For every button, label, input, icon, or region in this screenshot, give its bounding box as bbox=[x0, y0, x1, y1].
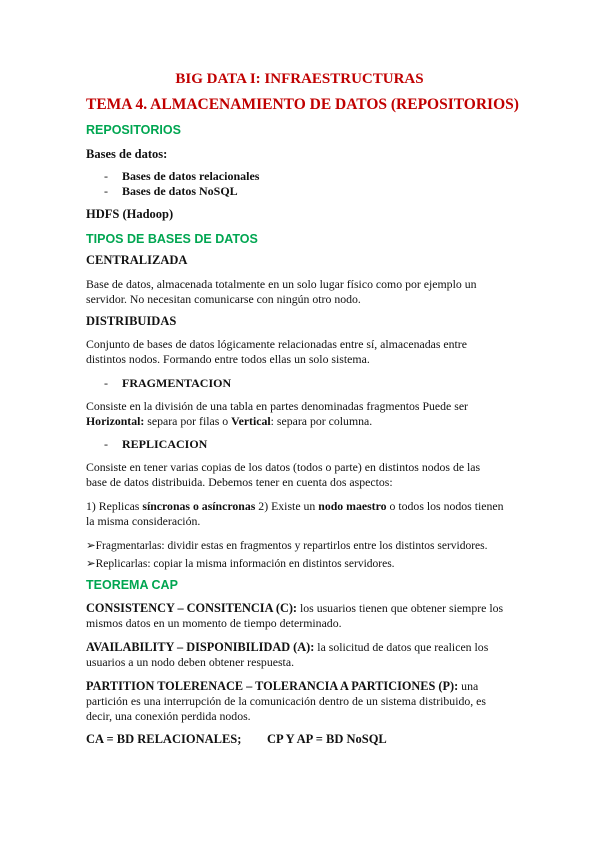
availability-label: AVAILABILITY – DISPONIBILIDAD (A): bbox=[86, 640, 315, 654]
heading-fragmentacion: FRAGMENTACION bbox=[122, 376, 232, 390]
paragraph-line: servidor. No necesitan comunicarse con ningún otro nodo. bbox=[86, 292, 361, 306]
paragraph-line bbox=[86, 414, 372, 429]
bullet-marker: - bbox=[104, 184, 108, 198]
heading-replicacion: REPLICACION bbox=[122, 437, 208, 451]
paragraph-line: Consiste en tener varias copias de los datos (todos o parte) en distintos nodos de las bbox=[86, 460, 481, 474]
bullet-marker: - bbox=[104, 437, 108, 451]
cap-summary-cp-ap: CP Y AP = BD NoSQL bbox=[267, 732, 387, 746]
bullet-marker: - bbox=[104, 169, 108, 183]
paragraph-line: la misma consideración. bbox=[86, 514, 201, 528]
text-span: la solicitud de datos que realicen los bbox=[314, 640, 489, 654]
text-span: o todos los nodos tienen bbox=[386, 499, 504, 513]
paragraph-line: usuarios a un nodo deben obtener respuesta. bbox=[86, 655, 295, 669]
text-span: una bbox=[458, 679, 479, 693]
bases-label: Bases de datos: bbox=[86, 147, 168, 161]
paragraph-line: base de datos distribuida. Debemos tener en cuenta dos aspectos: bbox=[86, 475, 393, 489]
paragraph-line bbox=[86, 640, 488, 655]
paragraph-line: decir, una conexión perdida nodos. bbox=[86, 709, 251, 723]
bullet-item: Bases de datos NoSQL bbox=[122, 184, 238, 198]
partition-label: PARTITION TOLERENACE – TOLERANCIA A PARTICIONES (P): bbox=[86, 679, 459, 693]
cap-summary-ca: CA = BD RELACIONALES; bbox=[86, 732, 242, 746]
bullet-marker: - bbox=[104, 376, 108, 390]
arrow-item: ➢Replicarlas: copiar la misma información en distintos servidores. bbox=[86, 558, 395, 570]
paragraph-line: mismos datos en un momento de tiempo determinado. bbox=[86, 616, 342, 630]
document-title: BIG DATA I: INFRAESTRUCTURAS bbox=[175, 71, 424, 87]
text-span: los usuarios tienen que obtener siempre los bbox=[297, 601, 504, 615]
consistency-label: CONSISTENCY – CONSITENCIA (C): bbox=[86, 601, 298, 615]
hdfs-label: HDFS (Hadoop) bbox=[86, 207, 174, 221]
arrow-item: ➢Fragmentarlas: dividir estas en fragmentos y repartirlos entre los distintos servidores. bbox=[86, 540, 488, 552]
section-heading-tipos: TIPOS DE BASES DE DATOS bbox=[86, 232, 258, 246]
paragraph-line bbox=[86, 679, 478, 694]
paragraph-line bbox=[86, 601, 503, 616]
paragraph-line: Base de datos, almacenada totalmente en un solo lugar físico como por ejemplo un bbox=[86, 277, 477, 291]
text-span: 2) Existe un bbox=[255, 499, 319, 513]
topic-title: TEMA 4. ALMACENAMIENTO DE DATOS (REPOSITORIOS) bbox=[86, 96, 519, 113]
section-heading-cap: TEOREMA CAP bbox=[86, 578, 178, 592]
paragraph-line: distintos nodos. Formando entre todos ellas un solo sistema. bbox=[86, 352, 370, 366]
text-span: 1) Replicas bbox=[86, 499, 143, 513]
paragraph-line: Conjunto de bases de datos lógicamente relacionadas entre sí, almacenadas entre bbox=[86, 337, 467, 351]
bullet-item: Bases de datos relacionales bbox=[122, 169, 260, 183]
paragraph-line bbox=[86, 499, 504, 514]
bold-span: síncronas o asíncronas bbox=[142, 499, 256, 513]
vertical-text: : separa por columna. bbox=[270, 414, 373, 428]
paragraph-line: partición es una interrupción de la comunicación dentro de un sistema distribuido, es bbox=[86, 694, 486, 708]
horizontal-label: Horizontal: bbox=[86, 414, 145, 428]
heading-distribuidas: DISTRIBUIDAS bbox=[86, 314, 177, 328]
horizontal-text: separa por filas o bbox=[144, 414, 232, 428]
paragraph-line: Consiste en la división de una tabla en partes denominadas fragmentos Puede ser bbox=[86, 399, 468, 413]
section-heading-repositorios: REPOSITORIOS bbox=[86, 123, 181, 137]
heading-centralizada: CENTRALIZADA bbox=[86, 253, 188, 267]
vertical-label: Vertical bbox=[231, 414, 271, 428]
bold-span: nodo maestro bbox=[318, 499, 387, 513]
